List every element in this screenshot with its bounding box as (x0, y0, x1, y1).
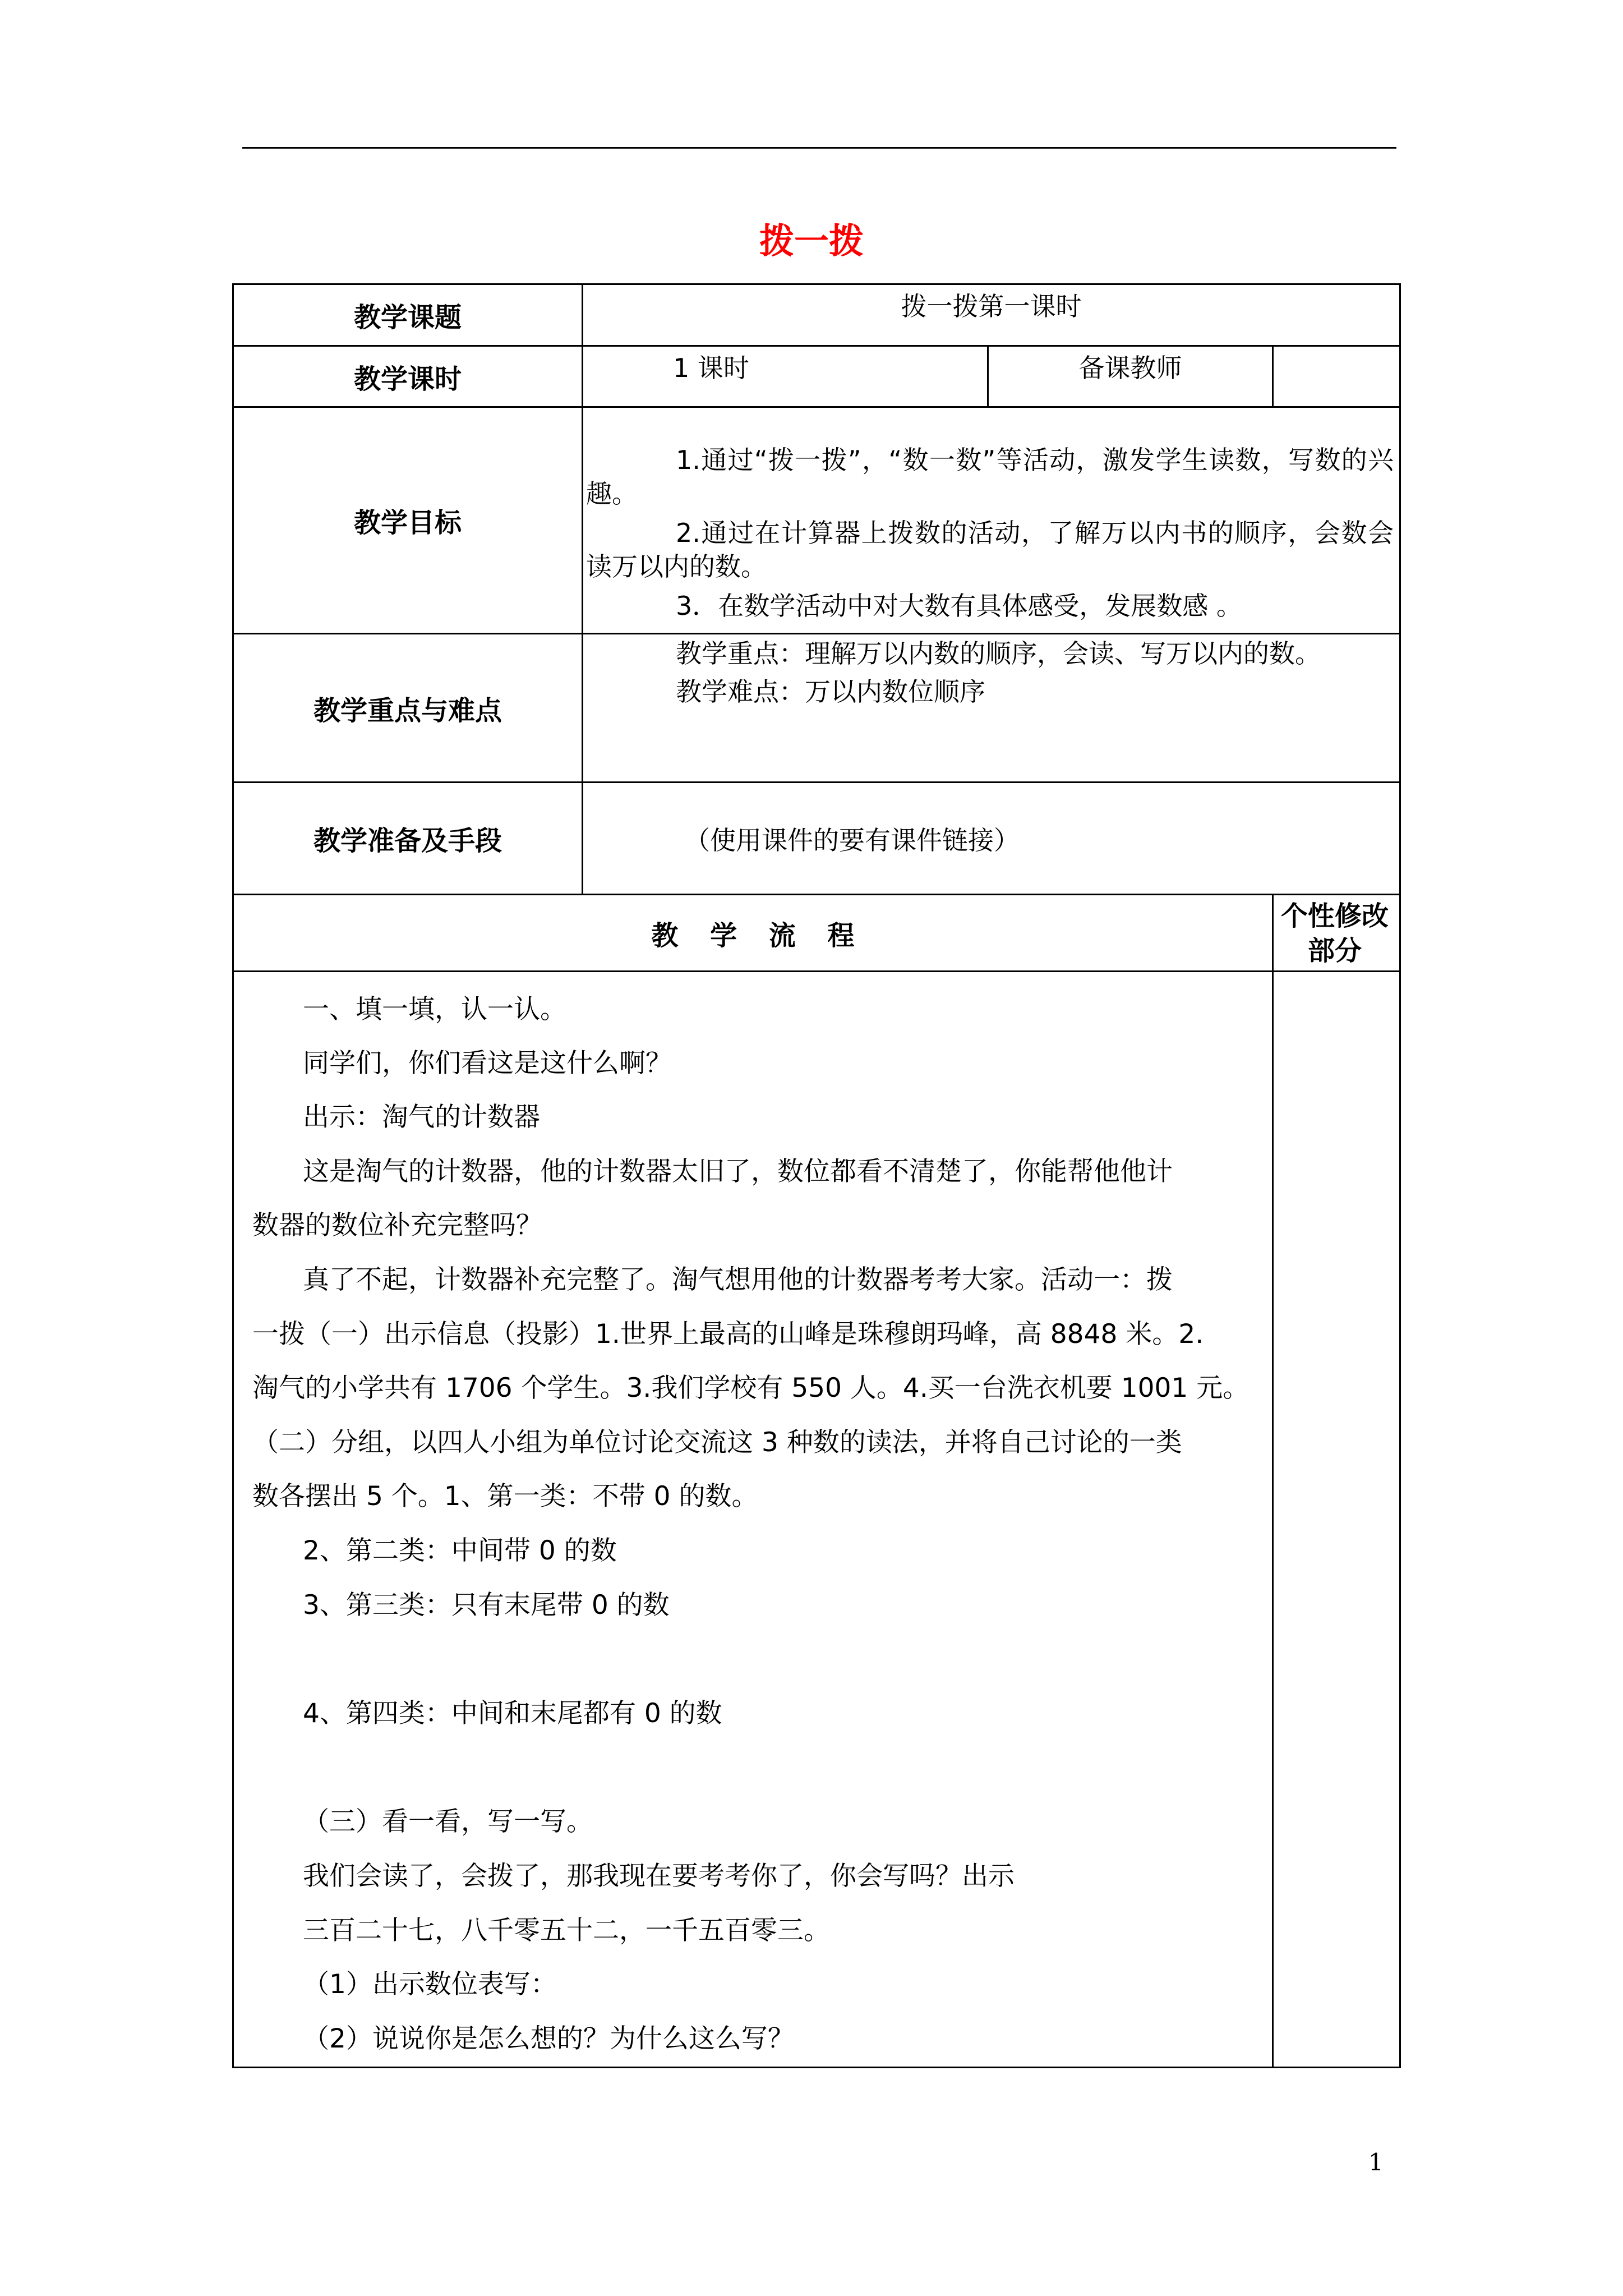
goal-item: 3．在数学活动中对大数有具体感受，发展数感 。 (676, 591, 1242, 621)
key-points-label: 教学重点与难点 (313, 694, 502, 726)
flow-line: （二）分组，以四人小组为单位讨论交流这 3 种数的读法，并将自己讨论的一类 (252, 1427, 1182, 1458)
hours-value: 1 课时 (673, 353, 749, 383)
goal-item: 1.通过“拨一拨”，“数一数”等活动，激发学生读数，写数的兴趣。 (586, 445, 1394, 509)
key-points-list (676, 637, 1399, 708)
table-line (582, 283, 583, 894)
flow-line: （2）说说你是怎么想的？为什么这么写？ (303, 2023, 794, 2054)
flow-line: 4、第四类：中间和末尾都有 0 的数 (303, 1698, 722, 1729)
flow-line: 数器的数位补充完整吗？ (252, 1210, 542, 1241)
flow-line: 我们会读了，会拨了，那我现在要考考你了，你会写吗？出示 (303, 1861, 1015, 1892)
header-rule (242, 147, 1396, 149)
hours-label: 教学课时 (353, 363, 462, 395)
key-point-item: 教学难点：万以内数位顺序 (676, 677, 985, 707)
flow-line: （1）出示数位表写： (303, 1969, 557, 2000)
topic-value: 拨一拨第一课时 (901, 291, 1082, 321)
page-number: 1 (1368, 2148, 1384, 2176)
table-line (1399, 283, 1401, 2068)
flow-line: 淘气的小学共有 1706 个学生。3.我们学校有 550 人。4.买一台洗衣机要 1001 元。 (252, 1373, 1249, 1404)
flow-line: 3、第三类：只有末尾带 0 的数 (303, 1590, 670, 1621)
document-title: 拨一拨 (759, 220, 864, 261)
table-line (232, 2067, 1401, 2068)
flow-line: 2、第二类：中间带 0 的数 (303, 1535, 617, 1566)
flow-line: 三百二十七，八千零五十二，一千五百零三。 (303, 1915, 830, 1946)
prep-label: 教学准备及手段 (313, 825, 502, 857)
custom-header: 个性修改部分 (1280, 900, 1389, 967)
table-line (232, 970, 1401, 972)
flow-line: 同学们，你们看这是这什么啊？ (303, 1048, 672, 1079)
flow-line: （三）看一看，写一写。 (303, 1806, 593, 1837)
goal-item: 2.通过在计算器上拨数的活动，了解万以内书的顺序，会数会读万以内的数。 (586, 518, 1394, 582)
flow-line: 一、填一填，认一认。 (303, 994, 566, 1025)
flow-line: 一拨（一）出示信息（投影）1.世界上最高的山峰是珠穆朗玛峰，高 8848 米。2. (252, 1319, 1204, 1350)
flow-header: 教 学 流 程 (651, 919, 855, 951)
flow-line: 出示：淘气的计数器 (303, 1102, 540, 1133)
goals-list (586, 443, 1394, 623)
table-line (1272, 894, 1274, 2068)
flow-line: 真了不起，计数器补充完整了。淘气想用他的计数器考考大家。活动一：拨 (303, 1264, 1173, 1295)
goals-label: 教学目标 (353, 507, 462, 539)
topic-label: 教学课题 (353, 302, 462, 333)
prep-value: （使用课件的要有课件链接） (684, 825, 1020, 855)
teacher-value (1274, 347, 1399, 406)
teacher-label: 备课教师 (1078, 353, 1182, 383)
flow-line: 这是淘气的计数器，他的计数器太旧了，数位都看不清楚了，你能帮他他计 (303, 1156, 1173, 1187)
flow-line: 数各摆出 5 个。1、第一类：不带 0 的数。 (252, 1481, 758, 1512)
key-point-item: 教学重点：理解万以内数的顺序，会读、写万以内的数。 (676, 638, 1321, 669)
